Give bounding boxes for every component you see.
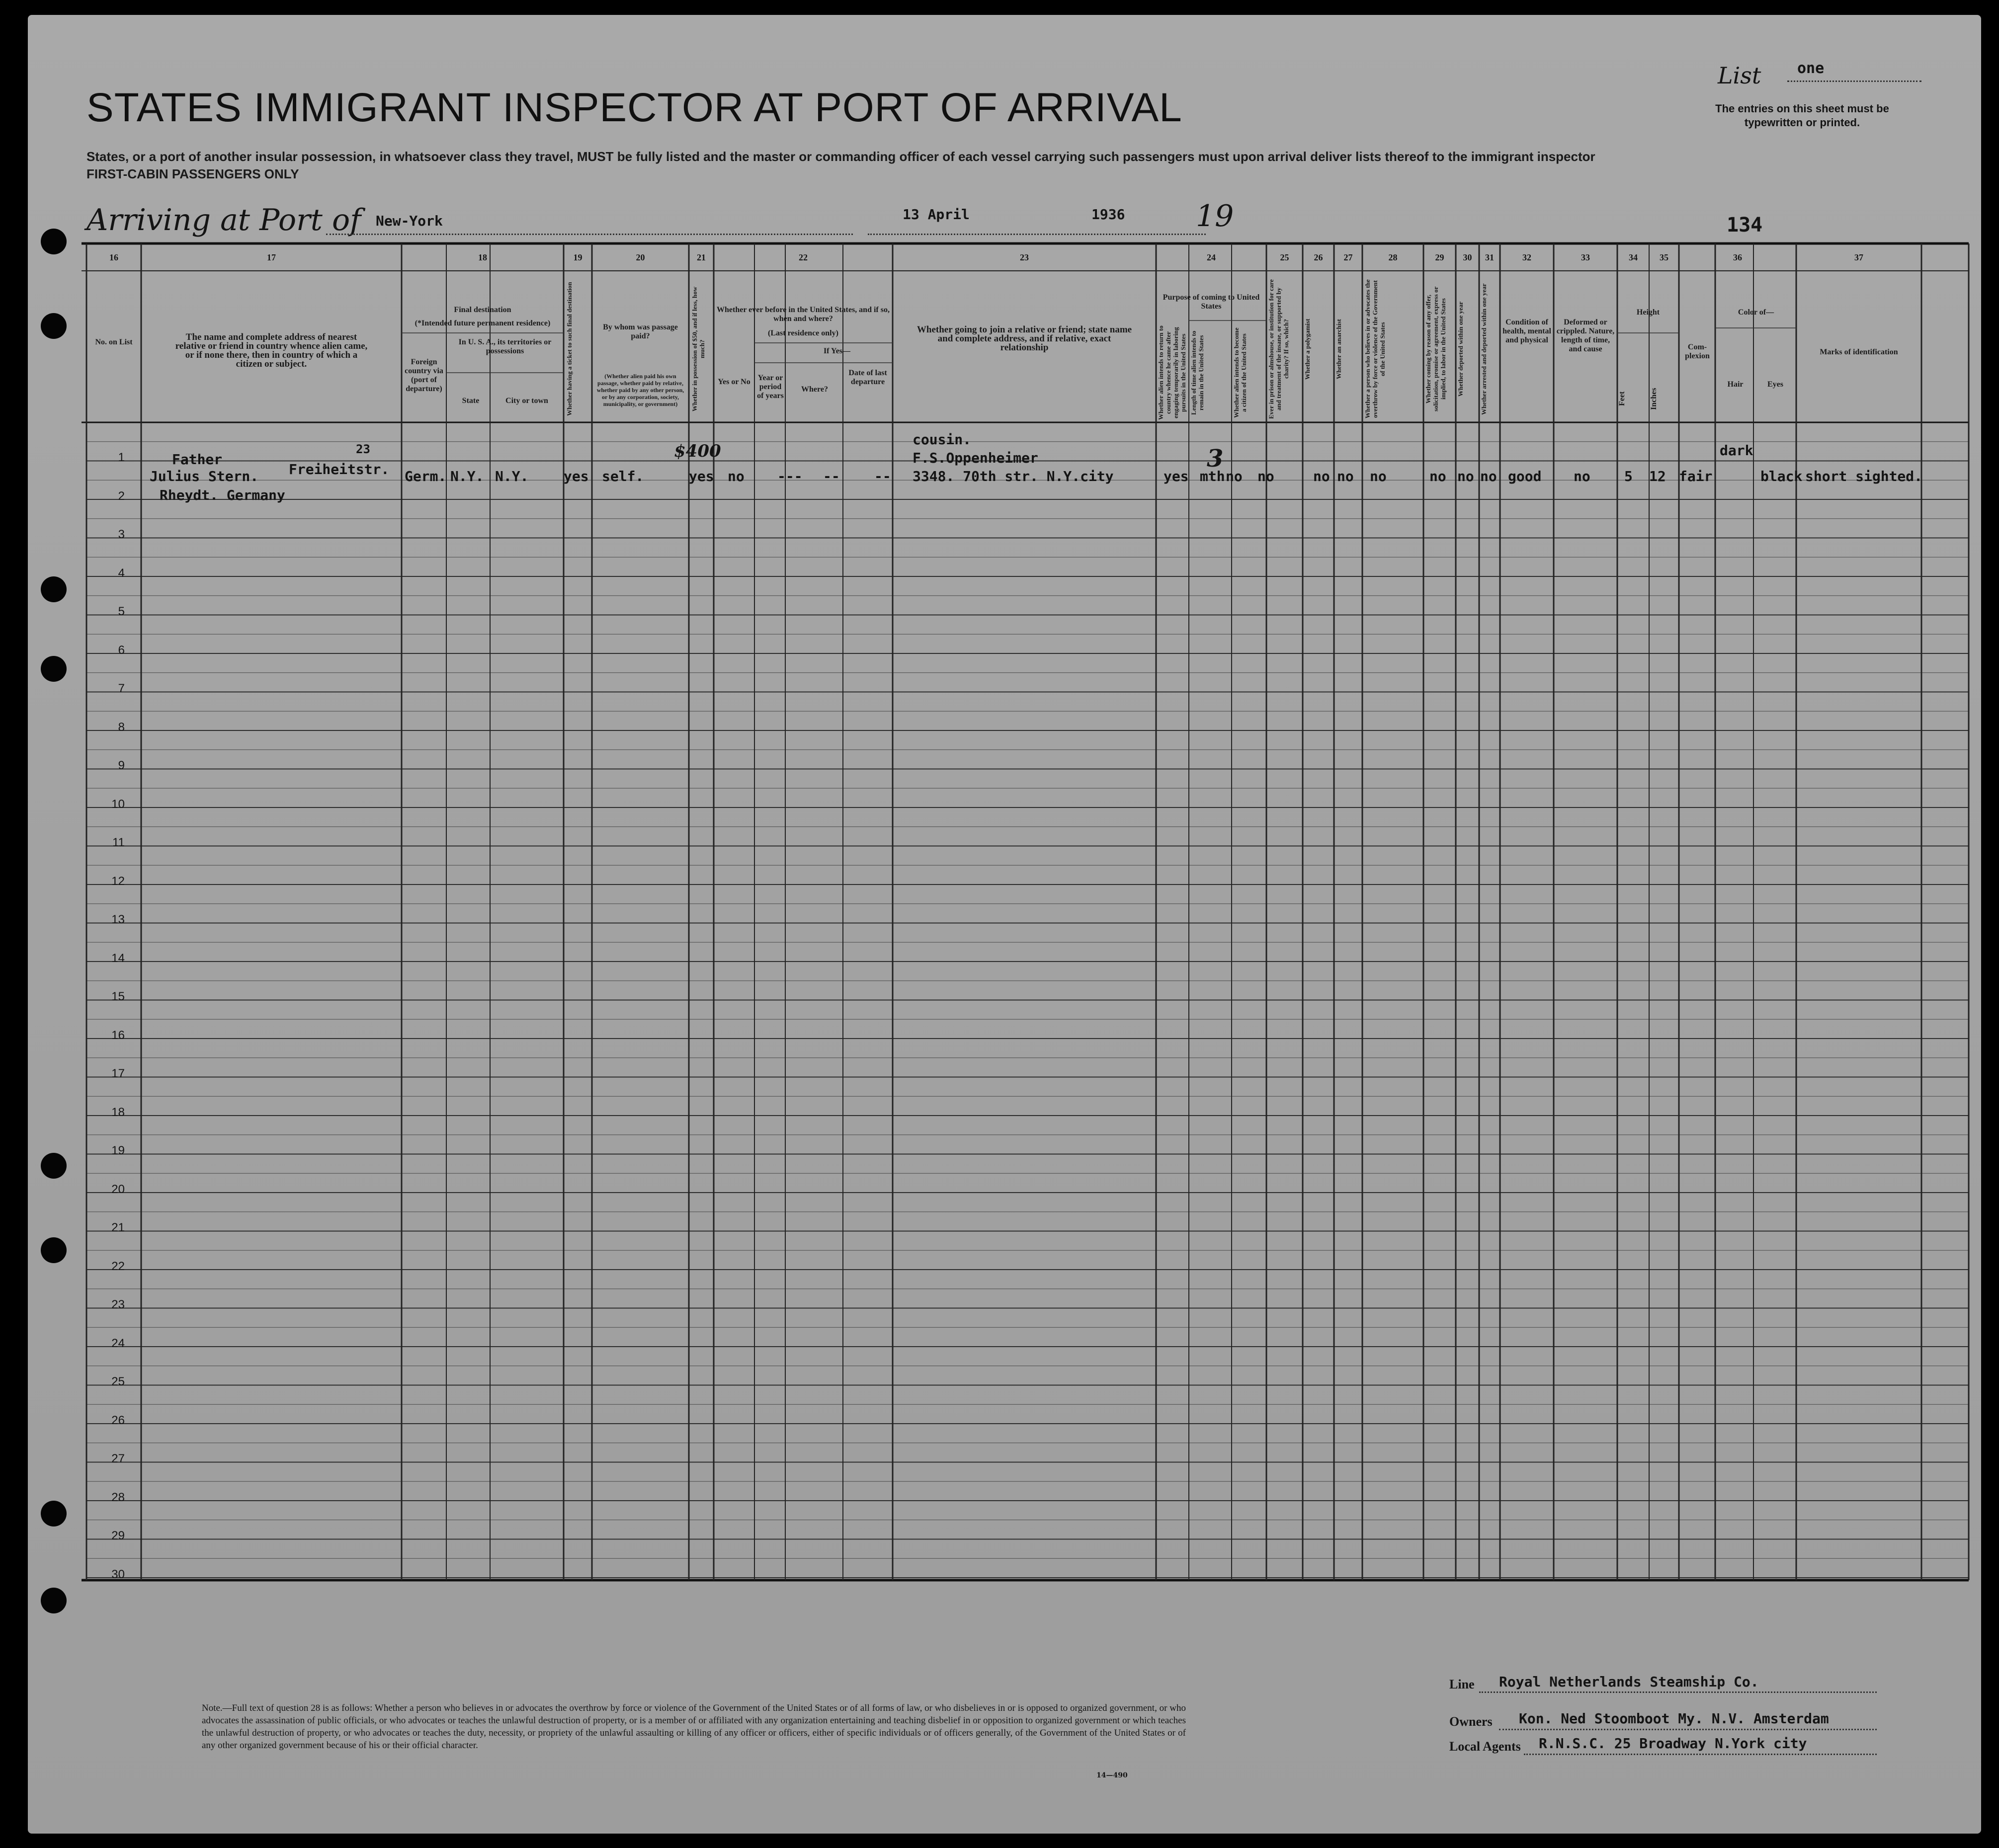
relative-street: Freiheitstr.	[289, 461, 390, 478]
local-agents-label: Local Agents	[1449, 1739, 1521, 1754]
column-number: 21	[697, 252, 706, 262]
row-number: 20	[111, 1182, 125, 1196]
row-number: 3	[118, 528, 125, 541]
complexion-value: fair	[1679, 468, 1713, 484]
state-header: State	[462, 397, 480, 405]
typewritten-note: The entries on this sheet must be typewritten or printed.	[1715, 102, 1889, 129]
labor-offer-header: Whether coming by reason of any offer, solicitation, promise or agreement, express or implied, to labor in the United States	[1424, 286, 1447, 412]
row-number: 23	[111, 1298, 125, 1311]
column-number: 33	[1581, 252, 1590, 262]
purpose-return-header: Whether alien intends to return to country whence he came after engaging temporarily in laboring pursuits in the United States	[1157, 325, 1187, 420]
height-header: Height	[1636, 308, 1660, 317]
port-value: New-York	[376, 213, 443, 229]
row-number: 21	[111, 1221, 125, 1234]
column-number: 35	[1660, 252, 1668, 262]
anarchist-header: Whether an anarchist	[1335, 319, 1342, 379]
hair-header: Hair	[1727, 380, 1744, 389]
owners-label: Owners	[1449, 1714, 1493, 1729]
row-number: 30	[111, 1567, 125, 1581]
row-number: 28	[111, 1490, 125, 1504]
no-on-list-header: No. on List	[95, 338, 133, 346]
question-28-note: Note.—Full text of question 28 is as follows: Whether a person who believes in or advocates the overthrow by force or violence of the Government of the United States or of all forms of law, or who disbelieves in or is opposed to organized government, or who advocates the assassination of public officials, or who advocates or teaches the unlawful destruction of property, or is a member of or affiliated with any organization entertaining and teaching disbelief in or opposition to organized government or which teaches the unlawful destruction of property, or who advocates or teaches the duty, necessity, or propriety of the unlawful assaulting or killing of any officer or officers, either of specific individuals or of officers generally, of the Government of the United States or of any other organized government because of his or their official character.	[202, 1703, 1186, 1751]
feet-header: Feet	[1618, 391, 1626, 406]
purpose-citizen-header: Whether alien intends to become a citizen of the United States	[1233, 327, 1248, 418]
inches-header: Inches	[1650, 388, 1658, 410]
eyes-value: black	[1760, 468, 1803, 484]
complexion-header: Com- plexion	[1685, 343, 1710, 360]
marks-value: short sighted.	[1805, 468, 1923, 484]
arrested-value: no	[1480, 468, 1497, 484]
before-yes-no-value: no	[728, 468, 745, 484]
form-number: 14—490	[1096, 1771, 1128, 1779]
list-label: List	[1718, 62, 1761, 89]
row-number: 6	[118, 643, 125, 657]
arriving-label: Arriving at Port of	[86, 203, 361, 238]
yes-no-header: Yes or No	[718, 378, 750, 386]
anarchist-value: no	[1337, 468, 1354, 484]
by-whom-header: By whom was passage paid?	[603, 323, 678, 340]
column-number: 29	[1435, 252, 1444, 262]
join-relationship: cousin.	[913, 431, 972, 448]
page-number: 134	[1727, 214, 1763, 237]
question-28-value: no	[1370, 468, 1387, 484]
city-header: City or town	[505, 397, 548, 405]
line-label: Line	[1449, 1677, 1475, 1691]
column-number: 32	[1522, 252, 1531, 262]
foreign-country-header: Foreign country via (port of departure)	[405, 358, 443, 393]
where-header: Where?	[801, 385, 828, 394]
row-number: 9	[118, 759, 125, 772]
purpose-length-number: 3	[1207, 445, 1224, 473]
row-number: 13	[111, 913, 125, 926]
before-where-value: --	[823, 468, 840, 484]
column-number: 25	[1280, 252, 1289, 262]
purpose-length-header: Length of time alien intends to remain in the United States	[1190, 330, 1205, 415]
column-number: 34	[1629, 252, 1638, 262]
color-of-header: Color of—	[1738, 308, 1774, 317]
before-year-value: ---	[777, 468, 803, 484]
eyes-header: Eyes	[1767, 380, 1783, 389]
foreign-country-value: Germ.	[405, 468, 447, 484]
purpose-length-value: mth	[1200, 468, 1225, 484]
column-number: 17	[267, 252, 276, 262]
year-printed: 19	[1196, 199, 1234, 234]
final-destination-note: (*Intended future permanent residence)	[415, 319, 551, 327]
year-period-header: Year or period of years	[757, 374, 784, 400]
purpose-return-value: yes	[1164, 468, 1189, 484]
arrested-header: Whether arrested and deported within one year	[1480, 283, 1488, 415]
labor-offer-value: no	[1429, 468, 1446, 484]
hair-value: dark	[1720, 442, 1753, 459]
row-number: 10	[111, 797, 125, 811]
before-departure-value: --	[874, 468, 891, 484]
by-whom-note: (Whether alien paid his own passage, whether paid by relative, whether paid by any other person, or by any corporation, society, municipality, or government)	[596, 373, 684, 407]
column-number: 28	[1388, 252, 1398, 262]
deported-value: no	[1457, 468, 1474, 484]
column-number: 22	[799, 252, 808, 262]
row-number: 14	[111, 951, 125, 965]
local-agents-value: R.N.S.C. 25 Broadway N.York city	[1539, 1735, 1807, 1752]
question-28-header: Whether a person who believes in or advocates the overthrow by force or violence of the Government of the United States	[1364, 279, 1386, 419]
relative-name: Julius Stern.	[150, 468, 259, 484]
deported-header: Whether deported within one year	[1457, 301, 1464, 397]
money-header: Whether in possession of $50, and if less, how much?	[691, 286, 706, 412]
in-usa-header: In U. S. A., its territories or possessions	[458, 338, 552, 355]
row-number: 16	[111, 1028, 125, 1042]
owners-value: Kon. Ned Stoomboot My. N.V. Amsterdam	[1519, 1710, 1829, 1727]
money-amount-handwritten: $400	[674, 441, 721, 461]
ticket-header: Whether having a ticket to such final destination	[566, 282, 573, 416]
column-number: 20	[636, 252, 645, 262]
row-number: 24	[111, 1336, 125, 1350]
column-number: 36	[1733, 252, 1742, 262]
ledger-grid	[28, 15, 1981, 1834]
relative-town: Rheydt. Germany	[160, 487, 285, 503]
row-number: 7	[118, 682, 125, 695]
prison-header: Ever in prison or almshouse, or institution for care and treatment of the insane, or supported by charity? If so, which?	[1267, 279, 1290, 419]
row-number: 2	[118, 489, 125, 503]
last-departure-header: Date of last departure	[848, 369, 887, 386]
join-address: 3348. 70th str. N.Y.city	[913, 468, 1114, 484]
marks-header: Marks of identification	[1820, 348, 1898, 356]
polygamist-value: no	[1313, 468, 1330, 484]
nearest-relative-header: The name and complete address of nearest relative or friend in country whence alien came, or if none there, then in country of which a citizen or subject.	[175, 332, 368, 369]
join-name: F.S.Oppenheimer	[913, 450, 1038, 466]
column-number: 27	[1343, 252, 1353, 262]
manifest-sheet	[28, 15, 1981, 1834]
city-value: N.Y.	[495, 468, 529, 484]
if-yes-header: If Yes—	[823, 347, 851, 355]
column-number: 18	[478, 252, 487, 262]
form-subtitle: States, or a port of another insular possession, in whatsoever class they travel, MUST be fully listed and the master or commanding officer of each vessel carrying such passengers must upon arrival deliver lists thereof to the immigrant inspector	[86, 149, 1595, 164]
row-number: 4	[118, 566, 125, 580]
column-number: 31	[1485, 252, 1494, 262]
row-number: 19	[111, 1144, 125, 1157]
row-number: 1	[118, 451, 125, 464]
deformed-value: no	[1574, 468, 1590, 484]
row-number: 25	[111, 1375, 125, 1388]
relative-relationship: Father	[172, 451, 223, 468]
final-destination-header: Final destination	[454, 306, 511, 314]
relative-house-number: 23	[356, 442, 370, 456]
column-number: 24	[1207, 252, 1216, 262]
row-number: 5	[118, 605, 125, 618]
cabin-class-note: FIRST-CABIN PASSENGERS ONLY	[86, 166, 299, 181]
row-number: 26	[111, 1413, 125, 1427]
health-value: good	[1508, 468, 1542, 484]
column-number: 16	[109, 252, 118, 262]
column-number: 37	[1854, 252, 1863, 262]
purpose-citizen-value: no	[1226, 468, 1243, 484]
row-number: 27	[111, 1452, 125, 1465]
row-number: 11	[112, 836, 125, 849]
row-number: 15	[111, 990, 125, 1003]
row-number: 22	[111, 1259, 125, 1273]
before-note: (Last residence only)	[768, 329, 838, 337]
row-number: 17	[111, 1067, 125, 1080]
row-number: 18	[111, 1105, 125, 1119]
form-title: STATES IMMIGRANT INSPECTOR AT PORT OF ARRIVAL	[86, 85, 1182, 130]
deformed-header: Deformed or crippled. Nature, length of time, and cause	[1556, 318, 1615, 353]
ticket-value: yes	[564, 468, 589, 484]
before-in-us-header: Whether ever before in the United States, and if so, when and where?	[717, 306, 890, 323]
purpose-header: Purpose of coming to United States	[1163, 293, 1260, 311]
column-number: 23	[1020, 252, 1029, 262]
money-value: yes	[689, 468, 714, 484]
state-value: N.Y.	[450, 468, 484, 484]
date-value: 13 April	[903, 206, 970, 223]
height-feet-value: 5	[1624, 468, 1633, 484]
line-value: Royal Netherlands Steamship Co.	[1499, 1674, 1759, 1690]
prison-value: no	[1257, 468, 1274, 484]
year-typed: 1936	[1091, 206, 1125, 223]
join-relative-header: Whether going to join a relative or friend; state name and complete address, and if relative, exact relationship	[916, 324, 1132, 353]
list-value: one	[1797, 60, 1825, 77]
column-number: 30	[1463, 252, 1472, 262]
health-header: Condition of health, mental and physical	[1502, 318, 1551, 344]
row-number: 12	[111, 874, 125, 888]
row-number: 29	[111, 1529, 125, 1542]
row-number: 8	[118, 720, 125, 734]
column-number: 26	[1314, 252, 1323, 262]
paid-by-value: self.	[602, 468, 644, 484]
height-inches-value: 12	[1649, 468, 1666, 484]
column-number: 19	[573, 252, 583, 262]
polygamist-header: Whether a polygamist	[1304, 319, 1311, 380]
